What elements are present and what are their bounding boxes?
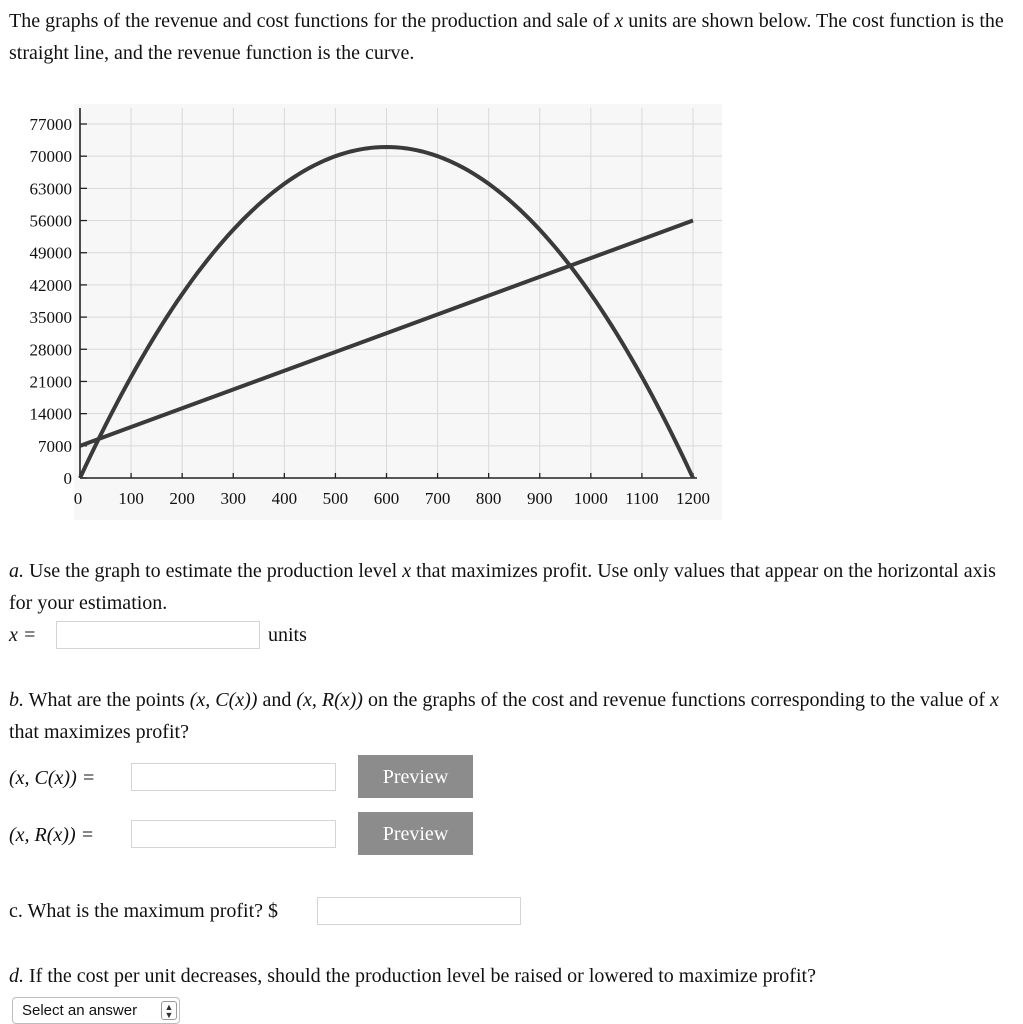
- y-tick-label: 0: [63, 469, 72, 488]
- preview-button-cost[interactable]: Preview: [358, 755, 473, 798]
- x-tick-label: 600: [373, 489, 400, 508]
- revenue-point-label: (x, R(x)) =: [9, 824, 95, 846]
- y-tick-label: 42000: [29, 275, 72, 295]
- y-tick-label: 56000: [29, 211, 72, 231]
- units-label: units: [268, 624, 307, 646]
- revenue-point-input[interactable]: [131, 820, 336, 848]
- question-a: a. Use the graph to estimate the production level x that maximizes profit. Use only values that appear on the horizontal axis for your estimation.: [9, 560, 996, 614]
- answer-select[interactable]: [12, 997, 180, 1024]
- y-tick-label: 21000: [29, 372, 72, 392]
- y-tick-label: 7000: [38, 436, 72, 456]
- select-updown-icon: ▲ ▼: [161, 1001, 177, 1020]
- x-tick-label: 100: [118, 489, 144, 508]
- y-tick-label: 14000: [29, 404, 72, 424]
- question-d: d. If the cost per unit decreases, should the production level be raised or lowered to maximize profit?: [9, 965, 816, 987]
- cost-point-input[interactable]: [131, 763, 336, 791]
- x-tick-label: 1200: [676, 489, 710, 508]
- cost-point-label: (x, C(x)) =: [9, 767, 96, 789]
- x-tick-label: 0: [73, 489, 83, 508]
- x-tick-label: 500: [322, 489, 349, 508]
- y-tick-label: 28000: [29, 340, 72, 360]
- preview-button-revenue[interactable]: Preview: [358, 812, 473, 855]
- question-c: c. What is the maximum profit? $: [9, 900, 279, 922]
- x-tick-label: 800: [475, 489, 502, 508]
- question-b: b. What are the points (x, C(x)) and (x, R(x)) on the graphs of the cost and revenue functions corresponding to the value of x that maximizes profit?: [9, 689, 999, 743]
- x-tick-label: 1100: [625, 489, 659, 508]
- production-level-input[interactable]: [56, 621, 260, 649]
- y-tick-label: 70000: [29, 147, 72, 167]
- x-tick-label: 700: [424, 489, 451, 508]
- x-tick-label: 300: [220, 489, 246, 508]
- answer-select-value: Select an answer: [22, 1002, 138, 1019]
- x-tick-label: 900: [527, 489, 553, 508]
- y-tick-label: 35000: [29, 308, 72, 328]
- y-tick-label: 49000: [29, 243, 72, 263]
- max-profit-input[interactable]: [317, 897, 521, 925]
- x-equals-label: x =: [9, 624, 37, 646]
- x-tick-label: 1000: [573, 489, 608, 508]
- x-tick-label: 400: [271, 489, 298, 508]
- x-tick-label: 200: [169, 489, 195, 508]
- y-tick-label: 63000: [29, 179, 72, 199]
- y-tick-label: 77000: [29, 115, 72, 134]
- problem-intro: The graphs of the revenue and cost functions for the production and sale of x units are shown below. The cost function is the straight line, and the revenue function is the curve.: [9, 10, 1004, 64]
